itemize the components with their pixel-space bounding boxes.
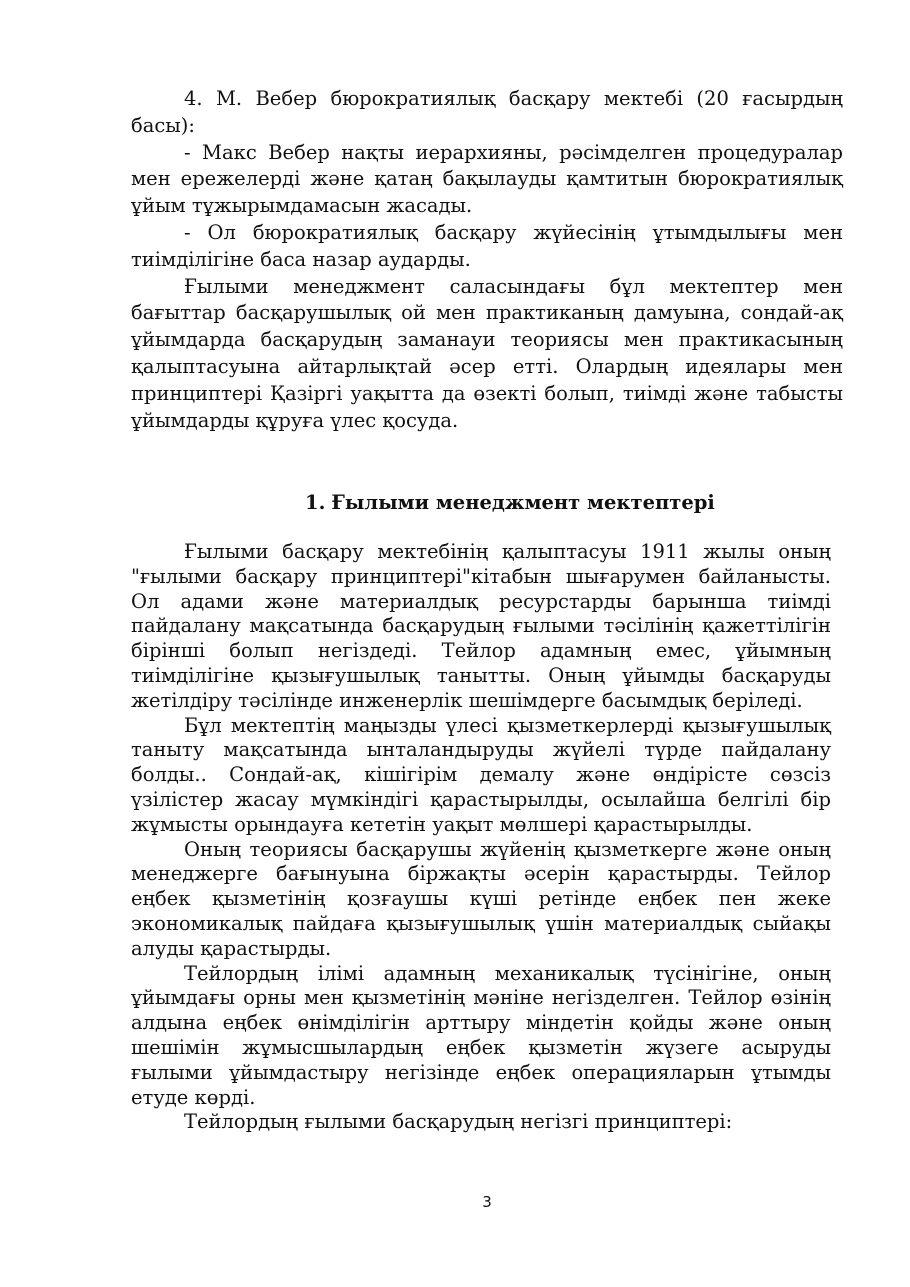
section-title: Ғылыми менеджмент мектептері: [331, 491, 715, 514]
paragraph-school-contribution: Бұл мектептің маңызды үлесі қызметкерлерді қызығушылық таныту мақсатында ынталандыруды жүйелі түрде пайдалану болды.. Сондай-ақ, кішігірім демалу және өндірісте сөзсіз үзілістер жасау мүмкіндігі қарастырылды, осылайша белгілі бір жұмысты орындауға кететін уақыт мөлшері қарастырылды.: [131, 713, 831, 836]
paragraph-weber-concept: - Макс Вебер нақты иерархияны, рәсімделген процедуралар мен ережелерді және қатаң бақылауды қамтитын бюрократиялық ұйым тұжырымдамасын жасады.: [131, 140, 843, 218]
paragraph-taylor-doctrine: Тейлордың ілімі адамның механикалық түсінігіне, оның ұйымдағы орны мен қызметінің мәніне негізделген. Тейлор өзінің алдына еңбек өнімділігін арттыру міндетін қойды және оның шешімін жұмысшылардың еңбек қызметін жүзеге асыруды ғылыми ұйымдастыру негізінде еңбек операцияларын ұтымды етуде көрді.: [131, 961, 831, 1109]
paragraph-weber-school: 4. М. Вебер бюрократиялық басқару мектебі (20 ғасырдың басы):: [131, 87, 843, 137]
page-number: 3: [482, 1193, 492, 1211]
paragraph-theory-impact: Оның теориясы басқарушы жүйенің қызметкерге және оның менеджерге бағынуына біржақты әсерін қарастырды. Тейлор еңбек қызметінің қозғаушы күші ретінде еңбек пен жеке экономикалық пайдаға қызығушылық үшін материалдық сыйақы алуды қарастырды.: [131, 837, 831, 960]
paragraph-schools-influence: Ғылыми менеджмент саласындағы бұл мектептер мен бағыттар басқарушылық ой мен практиканың дамуына, сондай-ақ ұйымдарда басқарудың заманауи теориясы мен практикасының қалыптасуына айтарлықтай әсер етті. Олардың идеялары мен принциптері Қазіргі уақытта да өзекті болып, тиімді және табысты ұйымдарды құруға үлес қосуда.: [131, 274, 843, 432]
intro-text-block: [131, 86, 843, 434]
section-number: 1.: [305, 491, 326, 514]
paragraph-scientific-management-origin: Ғылыми басқару мектебінің қалыптасуы 1911 жылы оның "ғылыми басқару принциптері"кітабын шығарумен байланысты. Ол адами және материалдық ресурстарды барынша тиімді пайдалану мақсатында басқарудың ғылыми тәсілінің қажеттілігін бірінші болып негіздеді. Тейлор адамның емес, ұйымның тиімділігіне қызығушылық танытты. Оның ұйымды басқаруды жетілдіру тәсілінде инженерлік шешімдерге басымдық беріледі.: [131, 540, 831, 712]
paragraph-weber-focus: - Ол бюрократиялық басқару жүйесінің ұтымдылығы мен тиімділігіне баса назар аударды.: [131, 220, 843, 271]
section-heading: [305, 489, 715, 517]
paragraph-taylor-principles-lead: Тейлордың ғылыми басқарудың негізгі принциптері:: [184, 1110, 733, 1134]
section-text-block: [131, 540, 831, 1135]
